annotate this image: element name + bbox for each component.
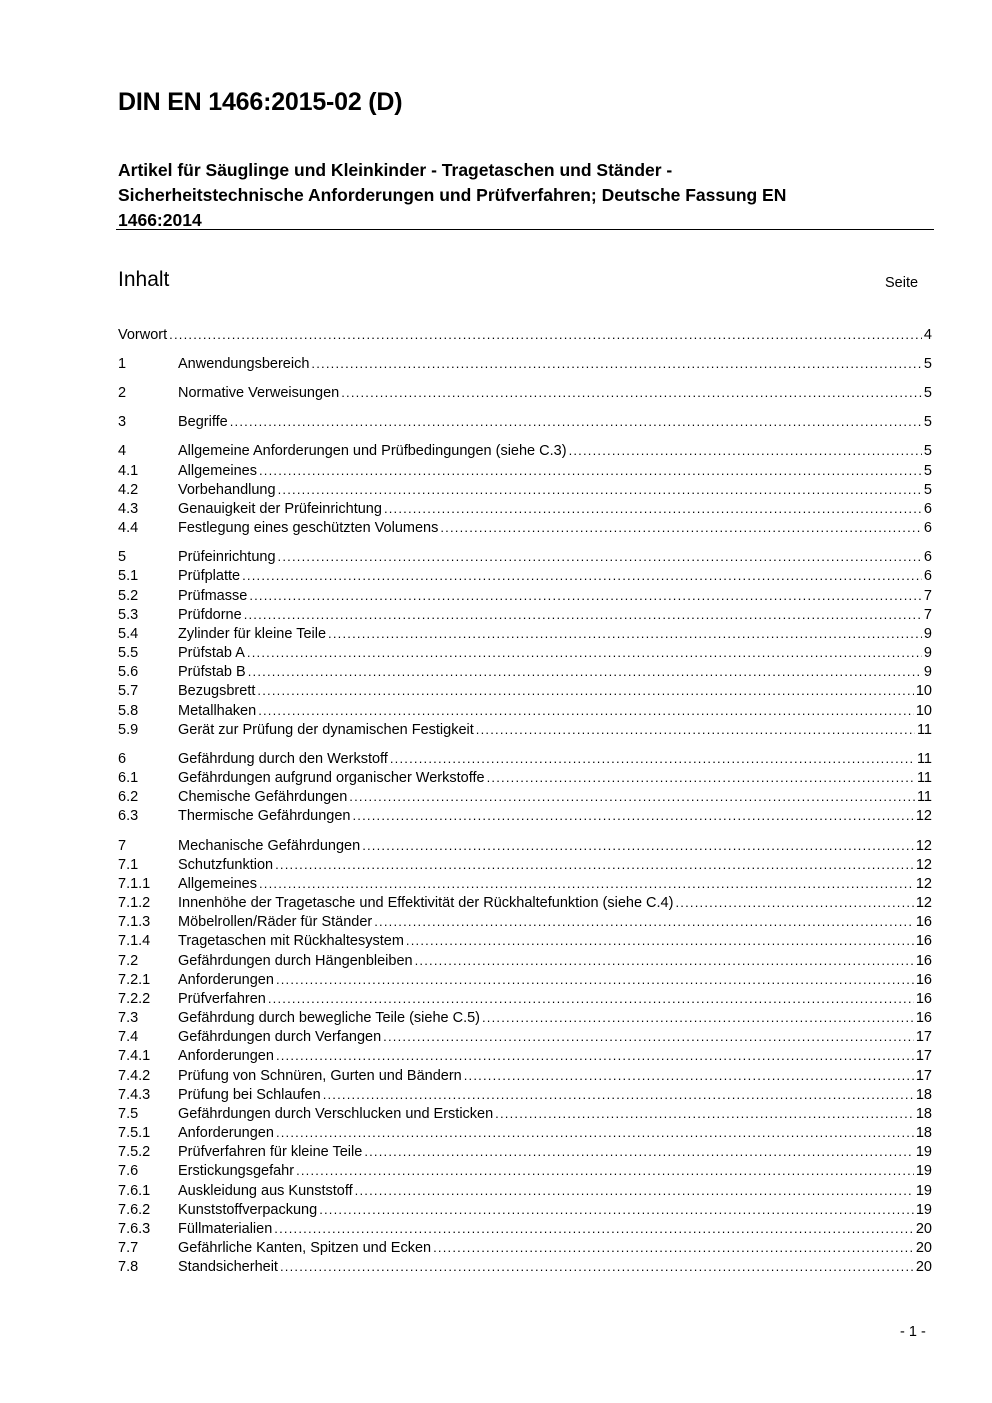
toc-entry-title: Erstickungsgefahr: [178, 1163, 295, 1179]
toc-dot-leader: [259, 461, 922, 481]
toc-entry-title: Gefährdungen durch Hängenbleiben: [178, 953, 413, 969]
toc-entry-page: 6: [923, 501, 932, 517]
toc-entry-page: 11: [916, 751, 932, 767]
toc-dot-leader: [349, 787, 915, 807]
toc-entry-page: 11: [916, 770, 932, 786]
toc-entry-page: 6: [923, 549, 932, 565]
toc-dot-leader: [406, 931, 914, 951]
toc-entry-number: 7.4: [118, 1029, 139, 1045]
toc-entry[interactable]: [118, 1238, 932, 1258]
toc-entry[interactable]: [118, 787, 932, 807]
toc-entry-title: Anwendungsbereich: [178, 356, 310, 372]
toc-entry-title: Standsicherheit: [178, 1259, 278, 1275]
toc-entry-number: 7.2.2: [118, 991, 151, 1007]
toc-entry-title: Gerät zur Prüfung der dynamischen Festigkeit: [178, 722, 474, 738]
toc-entry-title: Genauigkeit der Prüfeinrichtung: [178, 501, 382, 517]
toc-entry-page: 16: [915, 991, 932, 1007]
toc-entry[interactable]: [118, 1085, 932, 1105]
toc-entry-title: Prüfdorne: [178, 607, 242, 623]
toc-entry-number: 5.6: [118, 664, 139, 680]
toc-entry[interactable]: [118, 1142, 932, 1162]
toc-entry-number: 7.1.3: [118, 914, 151, 930]
toc-entry-page: 17: [915, 1048, 932, 1064]
toc-entry-page: 12: [915, 876, 932, 892]
toc-entry-number: 7.4.1: [118, 1048, 151, 1064]
toc-entry-number: 4.4: [118, 520, 139, 536]
toc-dot-leader: [482, 1008, 914, 1028]
toc-entry-page: 12: [915, 838, 932, 854]
toc-entry-page: 17: [915, 1029, 932, 1045]
toc-entry[interactable]: [118, 768, 932, 788]
toc-entry[interactable]: [118, 874, 932, 894]
toc-dot-leader: [675, 893, 913, 913]
toc-entry-number: 7.5.2: [118, 1144, 151, 1160]
toc-entry-title: Anforderungen: [178, 972, 274, 988]
toc-entry-title: Vorbehandlung: [178, 482, 276, 498]
toc-entry-page: 16: [915, 953, 932, 969]
toc-entry-page: 10: [915, 683, 932, 699]
toc-entry-number: 7.4.3: [118, 1087, 151, 1103]
toc-entry[interactable]: [118, 1027, 932, 1047]
toc-entry[interactable]: [118, 720, 932, 740]
toc-entry-page: 5: [923, 414, 932, 430]
toc-entry-title: Prüfeinrichtung: [178, 549, 276, 565]
toc-entry-page: 6: [923, 568, 932, 584]
toc-entry-number: 7.1.4: [118, 933, 151, 949]
toc-entry-number: 6.2: [118, 789, 139, 805]
toc-entry-number: 7.2.1: [118, 972, 151, 988]
toc-dot-leader: [495, 1104, 914, 1124]
toc-entry[interactable]: [118, 1104, 932, 1124]
toc-dot-leader: [258, 701, 914, 721]
document-title: [118, 158, 918, 233]
toc-entry-page: 16: [915, 1010, 932, 1026]
toc-entry-title: Begriffe: [178, 414, 228, 430]
toc-entry-title: Zylinder für kleine Teile: [178, 626, 327, 642]
toc-entry[interactable]: [118, 566, 932, 586]
toc-entry[interactable]: [118, 951, 932, 971]
toc-dot-leader: [259, 874, 914, 894]
toc-entry-page: 9: [923, 664, 932, 680]
toc-entry-title: Normative Verweisungen: [178, 385, 340, 401]
toc-dot-leader: [433, 1238, 914, 1258]
toc-entry-number: 7.6.3: [118, 1221, 151, 1237]
toc-entry-number: 4: [118, 443, 127, 459]
toc-entry-title: Innenhöhe der Tragetasche und Effektivität der Rückhaltefunktion (siehe C.4): [178, 895, 674, 911]
toc-dot-leader: [278, 547, 922, 567]
toc-entry[interactable]: [118, 912, 932, 932]
toc-entry-number: 7.7: [118, 1240, 139, 1256]
toc-entry[interactable]: [118, 624, 932, 644]
toc-entry-page: 12: [915, 857, 932, 873]
toc-entry-number: 4.3: [118, 501, 139, 517]
toc-dot-leader: [487, 768, 915, 788]
toc-entry-title: Anforderungen: [178, 1048, 274, 1064]
toc-entry-title: Chemische Gefährdungen: [178, 789, 348, 805]
toc-entry[interactable]: [118, 662, 932, 682]
toc-entry-page: 7: [923, 588, 932, 604]
toc-dot-leader: [274, 1219, 914, 1239]
toc-entry-number: 3: [118, 414, 127, 430]
toc-entry-page: 19: [915, 1144, 932, 1160]
toc-entry-page: 5: [923, 385, 932, 401]
toc-dot-leader: [230, 412, 922, 432]
toc-entry[interactable]: [118, 1257, 932, 1277]
toc-entry-title: Gefährliche Kanten, Spitzen und Ecken: [178, 1240, 432, 1256]
toc-entry-page: 18: [915, 1125, 932, 1141]
toc-entry[interactable]: [118, 1161, 932, 1181]
toc-dot-leader: [476, 720, 915, 740]
document-title-line: Artikel für Säuglinge und Kleinkinder - Tragetaschen und Ständer -: [118, 160, 673, 180]
toc-dot-leader: [247, 643, 922, 663]
toc-entry-number: 5.8: [118, 703, 139, 719]
toc-entry-page: 11: [916, 722, 932, 738]
toc-entry[interactable]: [118, 586, 932, 606]
toc-dot-leader: [353, 806, 914, 826]
toc-entry[interactable]: [118, 461, 932, 481]
toc-entry-number: 2: [118, 385, 127, 401]
toc-entry-title: Prüfverfahren für kleine Teile: [178, 1144, 363, 1160]
toc-entry-page: 18: [915, 1087, 932, 1103]
toc-page-column-label: Seite: [885, 275, 919, 291]
toc-dot-leader: [275, 855, 914, 875]
toc-dot-leader: [569, 441, 922, 461]
toc-entry-page: 9: [923, 645, 932, 661]
toc-entry-title: Tragetaschen mit Rückhaltesystem: [178, 933, 404, 949]
toc-entry[interactable]: [118, 354, 932, 374]
toc-entry[interactable]: [118, 893, 932, 913]
toc-dot-leader: [257, 681, 913, 701]
toc-entry-page: 19: [915, 1163, 932, 1179]
toc-entry-page: 16: [915, 933, 932, 949]
toc-entry-title: Prüfstab A: [178, 645, 245, 661]
toc-entry-number: 4.1: [118, 463, 139, 479]
toc-entry-title: Gefährdungen durch Verschlucken und Ersticken: [178, 1106, 494, 1122]
toc-entry-number: 6.1: [118, 770, 139, 786]
toc-entry-page: 16: [915, 972, 932, 988]
toc-entry-number: 5: [118, 549, 127, 565]
toc-entry[interactable]: [118, 1046, 932, 1066]
toc-entry[interactable]: [118, 970, 932, 990]
toc-entry-page: 16: [915, 914, 932, 930]
toc-dot-leader: [276, 1046, 914, 1066]
toc-entry-number: 5.3: [118, 607, 139, 623]
toc-dot-leader: [319, 1200, 914, 1220]
toc-entry[interactable]: [118, 518, 932, 538]
toc-entry-title: Möbelrollen/Räder für Ständer: [178, 914, 373, 930]
toc-entry-page: 5: [923, 482, 932, 498]
toc-dot-leader: [276, 1123, 914, 1143]
toc-entry-title: Gefährdung durch den Werkstoff: [178, 751, 388, 767]
toc-dot-leader: [248, 662, 922, 682]
title-divider: [116, 229, 934, 230]
page-number: - 1 -: [900, 1324, 926, 1340]
toc-entry-page: 5: [923, 356, 932, 372]
toc-dot-leader: [383, 1027, 914, 1047]
toc-entry-page: 12: [915, 808, 932, 824]
document-title-line: Sicherheitstechnische Anforderungen und Prüfverfahren; Deutsche Fassung EN: [118, 185, 787, 205]
toc-dot-leader: [440, 518, 922, 538]
toc-entry-number: 5.9: [118, 722, 139, 738]
toc-dot-leader: [296, 1161, 914, 1181]
toc-entry[interactable]: [118, 836, 932, 856]
toc-entry-title: Prüfung von Schnüren, Gurten und Bändern: [178, 1068, 462, 1084]
toc-dot-leader: [384, 499, 922, 519]
toc-entry-title: Allgemeines: [178, 876, 257, 892]
toc-entry-title: Gefährdungen aufgrund organischer Werkstoffe: [178, 770, 485, 786]
toc-entry[interactable]: [118, 701, 932, 721]
toc-entry-page: 17: [915, 1068, 932, 1084]
toc-entry[interactable]: [118, 1200, 932, 1220]
toc-entry-number: 1: [118, 356, 127, 372]
toc-entry-title: Mechanische Gefährdungen: [178, 838, 361, 854]
toc-entry-number: 7.1: [118, 857, 139, 873]
toc-entry-page: 20: [915, 1221, 932, 1237]
toc-dot-leader: [280, 1257, 914, 1277]
toc-entry-title: Prüfung bei Schlaufen: [178, 1087, 321, 1103]
toc-entry-title: Prüfstab B: [178, 664, 246, 680]
toc-entry[interactable]: [118, 412, 932, 432]
toc-entry[interactable]: [118, 383, 932, 403]
toc-entry-page: 6: [923, 520, 932, 536]
toc-entry-number: 5.2: [118, 588, 139, 604]
toc-entry-page: 10: [915, 703, 932, 719]
toc-entry[interactable]: [118, 931, 932, 951]
toc-entry[interactable]: [118, 681, 932, 701]
toc-entry-title: Prüfmasse: [178, 588, 248, 604]
toc-entry-number: 7.1.1: [118, 876, 151, 892]
toc-entry-number: 7.3: [118, 1010, 139, 1026]
toc-entry-number: 5.4: [118, 626, 139, 642]
toc-entry-number: 6: [118, 751, 127, 767]
toc-entry[interactable]: [118, 806, 932, 826]
toc-dot-leader: [341, 383, 922, 403]
toc-entry-page: 20: [915, 1259, 932, 1275]
toc-entry[interactable]: [118, 499, 932, 519]
toc-entry-title: Auskleidung aus Kunststoff: [178, 1183, 353, 1199]
toc-entry-page: 4: [923, 327, 932, 343]
toc-entry-title: Thermische Gefährdungen: [178, 808, 351, 824]
toc-entry-number: 5.7: [118, 683, 139, 699]
toc-dot-leader: [278, 480, 922, 500]
toc-dot-leader: [311, 354, 922, 374]
toc-entry-page: 12: [915, 895, 932, 911]
toc-entry-number: 7.5.1: [118, 1125, 151, 1141]
toc-dot-leader: [276, 970, 914, 990]
toc-entry[interactable]: [118, 989, 932, 1009]
toc-dot-leader: [323, 1085, 914, 1105]
toc-dot-leader: [169, 325, 922, 345]
toc-entry[interactable]: [118, 441, 932, 461]
toc-entry-page: 20: [915, 1240, 932, 1256]
toc-entry-title: Metallhaken: [178, 703, 257, 719]
toc-entry-number: 7.6.2: [118, 1202, 151, 1218]
toc-entry-title: Vorwort: [118, 327, 168, 343]
toc-dot-leader: [242, 566, 922, 586]
toc-entry[interactable]: [118, 1008, 932, 1028]
toc-entry-page: 7: [923, 607, 932, 623]
toc-entry-title: Füllmaterialien: [178, 1221, 273, 1237]
toc-entry[interactable]: [118, 480, 932, 500]
toc-dot-leader: [249, 586, 922, 606]
toc-entry[interactable]: [118, 749, 932, 769]
toc-entry[interactable]: [118, 1219, 932, 1239]
toc-entry-title: Gefährdungen durch Verfangen: [178, 1029, 382, 1045]
toc-entry-title: Allgemeines: [178, 463, 257, 479]
toc-entry-number: 4.2: [118, 482, 139, 498]
toc-entry-page: 5: [923, 443, 932, 459]
toc-dot-leader: [328, 624, 922, 644]
toc-entry-title: Prüfverfahren: [178, 991, 266, 1007]
document-id: DIN EN 1466:2015-02 (D): [118, 88, 403, 116]
toc-entry-page: 5: [923, 463, 932, 479]
toc-entry-title: Bezugsbrett: [178, 683, 256, 699]
toc-entry-number: 7.2: [118, 953, 139, 969]
toc-entry-number: 7.8: [118, 1259, 139, 1275]
toc-entry[interactable]: [118, 325, 932, 345]
toc-entry-number: 7.4.2: [118, 1068, 151, 1084]
toc-entry-title: Schutzfunktion: [178, 857, 274, 873]
toc-entry-title: Prüfplatte: [178, 568, 241, 584]
toc-entry-page: 19: [915, 1183, 932, 1199]
toc-dot-leader: [268, 989, 914, 1009]
toc-dot-leader: [464, 1066, 914, 1086]
toc-heading: Inhalt: [118, 268, 170, 291]
toc-entry-number: 7: [118, 838, 127, 854]
toc-entry-title: Allgemeine Anforderungen und Prüfbedingungen (siehe C.3): [178, 443, 567, 459]
toc-entry-title: Kunststoffverpackung: [178, 1202, 318, 1218]
toc-entry[interactable]: [118, 547, 932, 567]
toc-entry-title: Gefährdung durch bewegliche Teile (siehe C.5): [178, 1010, 480, 1026]
toc-entry[interactable]: [118, 605, 932, 625]
toc-entry-number: 5.1: [118, 568, 139, 584]
toc-entry-title: Anforderungen: [178, 1125, 274, 1141]
toc-entry-title: Festlegung eines geschützten Volumens: [178, 520, 439, 536]
toc-dot-leader: [415, 951, 914, 971]
toc-entry-page: 11: [916, 789, 932, 805]
toc-dot-leader: [374, 912, 914, 932]
toc-entry-number: 6.3: [118, 808, 139, 824]
toc-entry-number: 7.6.1: [118, 1183, 151, 1199]
toc-entry-page: 19: [915, 1202, 932, 1218]
toc-entry-number: 7.5: [118, 1106, 139, 1122]
toc-entry-number: 7.6: [118, 1163, 139, 1179]
toc-entry-number: 7.1.2: [118, 895, 151, 911]
toc-entry-page: 9: [923, 626, 932, 642]
toc-dot-leader: [364, 1142, 914, 1162]
toc-dot-leader: [362, 836, 914, 856]
toc-entry-page: 18: [915, 1106, 932, 1122]
toc-entry[interactable]: [118, 643, 932, 663]
toc-entry[interactable]: [118, 855, 932, 875]
toc-entry[interactable]: [118, 1123, 932, 1143]
toc-dot-leader: [390, 749, 915, 769]
toc-entry[interactable]: [118, 1181, 932, 1201]
toc-entry[interactable]: [118, 1066, 932, 1086]
toc-dot-leader: [244, 605, 922, 625]
toc-entry-number: 5.5: [118, 645, 139, 661]
toc-dot-leader: [355, 1181, 914, 1201]
document-title-line: 1466:2014: [118, 210, 202, 230]
